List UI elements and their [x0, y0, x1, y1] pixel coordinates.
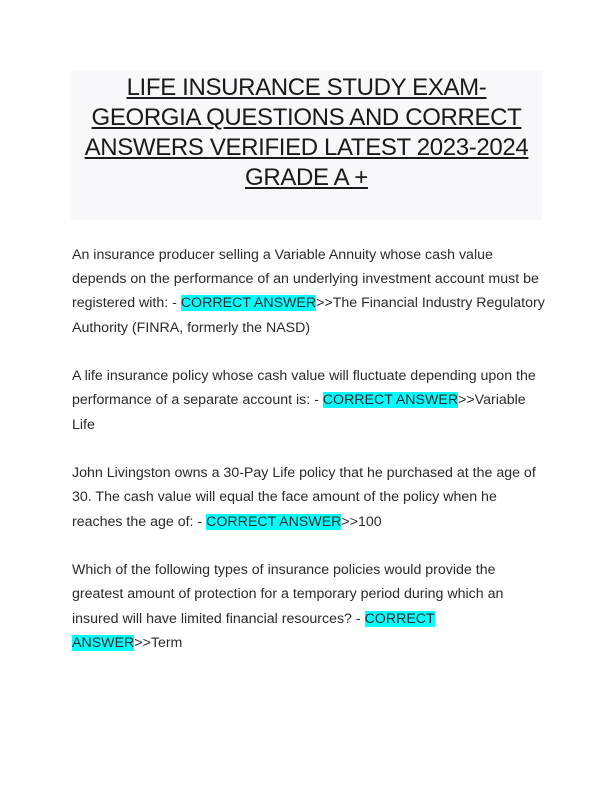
qa-4-line-3: [72, 607, 548, 631]
qa-1-question-end: registered with: -: [72, 295, 181, 312]
qa-1-line-2: depends on the performance of an underlying investment account must be: [72, 271, 539, 288]
qa-1-line-1: An insurance producer selling a Variable Annuity whose cash value: [72, 247, 493, 263]
qa-2-line-1: A life insurance policy whose cash value will fluctuate depending upon the: [72, 368, 536, 385]
qa-item-4: [72, 558, 548, 655]
qa-3-line-2: 30. The cash value will equal the face amount of the policy when he: [72, 489, 497, 506]
qa-item-1: [72, 243, 548, 340]
qa-4-line-4: [72, 631, 548, 655]
correct-answer-marker-part-1: CORRECT: [364, 610, 435, 627]
qa-4-answer: >>Term: [134, 634, 183, 651]
qa-1-answer-end: Authority (FINRA, formerly the NASD): [72, 319, 311, 336]
correct-answer-marker: CORRECT ANSWER: [180, 295, 317, 312]
qa-1-answer-start: >>The Financial Industry Regulatory: [316, 295, 545, 312]
qa-4-question-end: insured will have limited financial resources? -: [72, 610, 365, 627]
qa-2-question-end: performance of a separate account is: -: [72, 392, 323, 409]
qa-3-question-end: reaches the age of: -: [72, 513, 207, 530]
correct-answer-marker-part-2: ANSWER: [72, 634, 135, 651]
qa-2-answer-end: Life: [72, 416, 95, 433]
document-title-line-2: GEORGIA QUESTIONS AND CORRECT: [91, 104, 522, 131]
qa-list: [72, 243, 548, 679]
qa-4-line-1: Which of the following types of insurance policies would provide the: [72, 562, 496, 579]
qa-3-answer: >>100: [341, 513, 382, 530]
qa-3-line-3: [72, 510, 548, 534]
qa-2-answer-start: >>Variable: [458, 392, 526, 409]
qa-1-line-3: [72, 291, 548, 315]
qa-4-line-2: greatest amount of protection for a temporary period during which an: [72, 586, 504, 603]
document-title-box: [71, 71, 542, 220]
correct-answer-marker: CORRECT ANSWER: [322, 392, 459, 409]
document-title-line-3: ANSWERS VERIFIED LATEST 2023-2024: [84, 134, 529, 161]
document-title-line-1: LIFE INSURANCE STUDY EXAM-: [126, 74, 487, 101]
document-title-line-4: GRADE A +: [245, 164, 368, 191]
qa-item-2: [72, 364, 548, 437]
qa-2-line-2: [72, 388, 548, 412]
correct-answer-marker: CORRECT ANSWER: [206, 513, 342, 530]
qa-item-3: [72, 461, 548, 534]
qa-3-line-1: John Livingston owns a 30-Pay Life policy that he purchased at the age of: [72, 465, 536, 482]
